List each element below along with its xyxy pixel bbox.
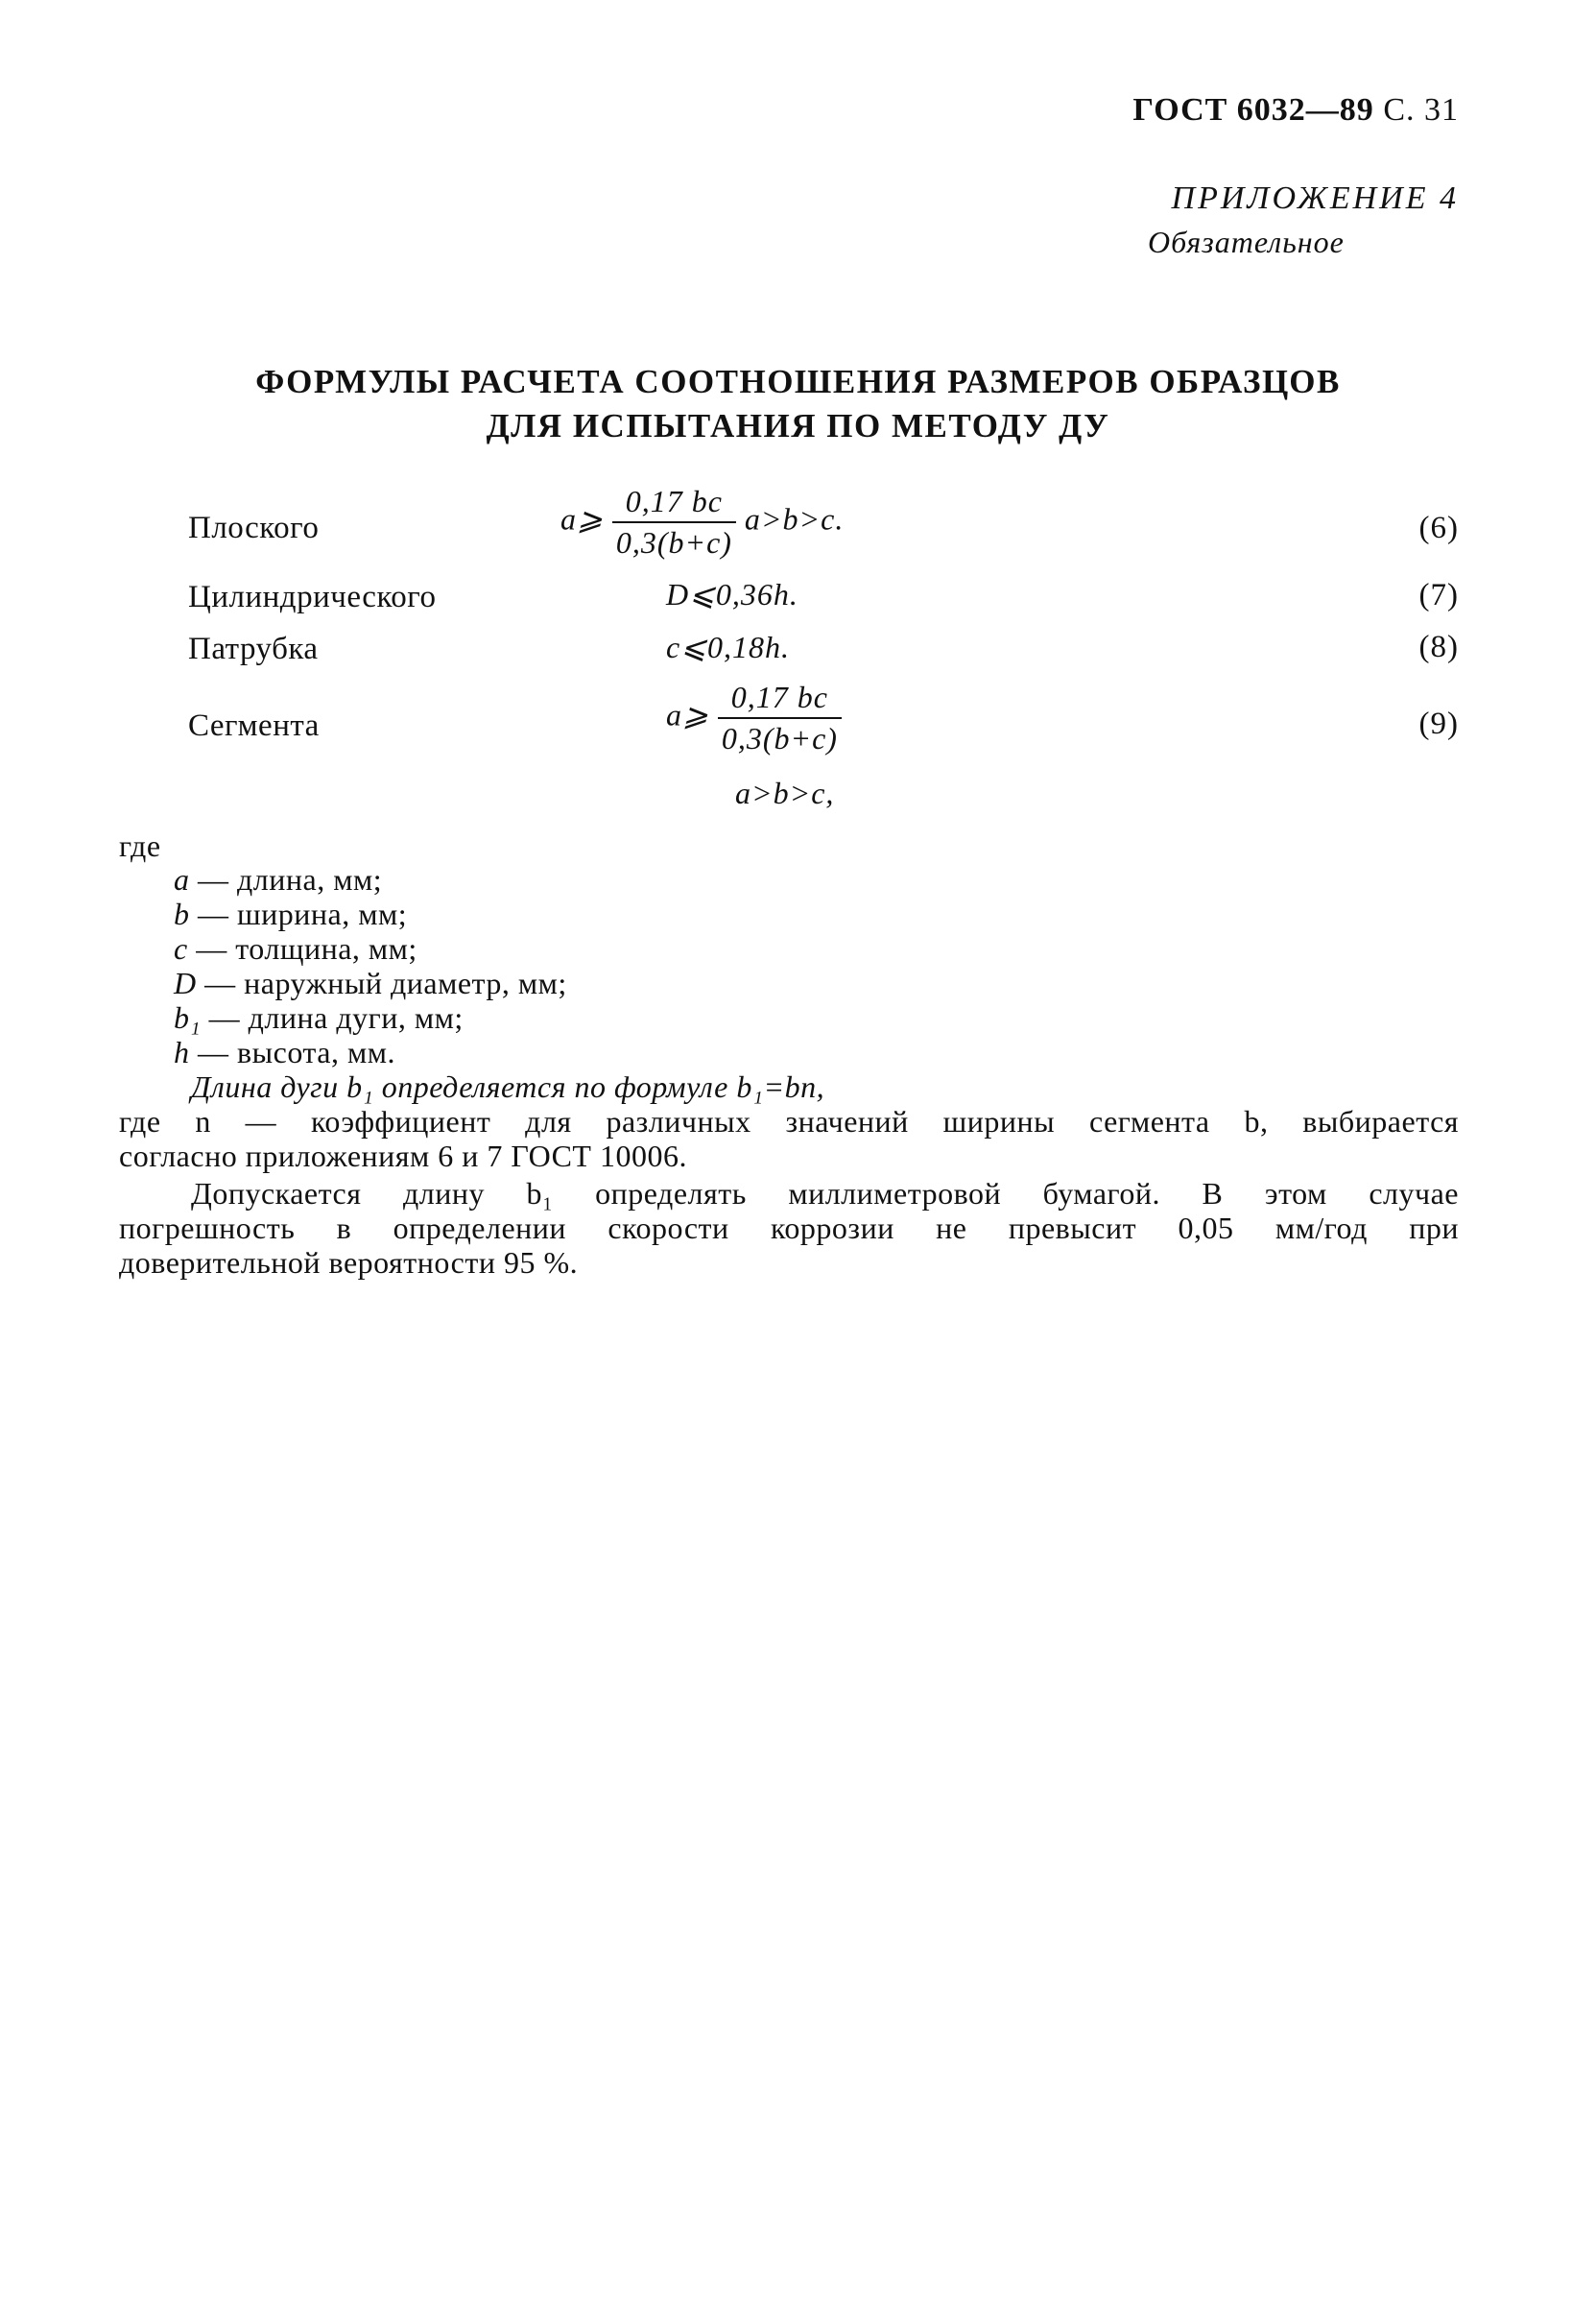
definition-d — [174, 966, 567, 1001]
formula-pipe: c⩽0,18h. — [666, 630, 791, 664]
formula-fraction — [612, 484, 736, 561]
fraction-denominator: 0,3(b+c) — [721, 721, 838, 756]
definition-symbol: b — [174, 897, 190, 931]
definition-text: — длина, мм; — [189, 862, 383, 897]
definition-symbol: D — [174, 966, 197, 1000]
formula-condition: a>b>c. — [744, 501, 845, 537]
allowance-line-1: Допускается длину b₁ определять миллиметровой бумагой. В этом случае — [191, 1176, 1459, 1211]
formula-cylindrical: D⩽0,36h. — [666, 577, 798, 612]
appendix-status: Обязательное — [1148, 225, 1345, 259]
definition-c — [174, 931, 417, 967]
definition-b1 — [174, 1000, 464, 1036]
standard-number: ГОСТ 6032—89 — [1132, 92, 1374, 128]
definition-text: — высота, мм. — [189, 1035, 395, 1069]
formula-lhs: a⩾ — [666, 697, 709, 732]
page-header — [1132, 92, 1459, 129]
formula-flat — [560, 484, 844, 561]
definition-h — [174, 1035, 395, 1070]
formula-fraction — [718, 680, 842, 756]
definition-symbol: b₁ — [174, 1000, 202, 1035]
fraction-numerator: 0,17 bc — [718, 680, 842, 719]
allowance-line-3: доверительной вероятности 95 %. — [119, 1245, 579, 1280]
definition-text: — наружный диаметр, мм; — [196, 966, 567, 1000]
equation-number: (9) — [1418, 707, 1459, 741]
definition-symbol: c — [174, 931, 188, 966]
definition-symbol: a — [174, 862, 190, 897]
arc-length-formula: Длина дуги b₁ определяется по формуле b₁=bn, — [191, 1069, 825, 1104]
formula-label-flat: Плоского — [188, 511, 320, 545]
formula-label-pipe: Патрубка — [188, 632, 319, 666]
equation-number: (7) — [1418, 578, 1459, 612]
page-number: С. 31 — [1383, 92, 1459, 128]
fraction-denominator: 0,3(b+c) — [615, 525, 732, 560]
appendix-title: ПРИЛОЖЕНИЕ 4 — [1171, 180, 1459, 216]
definition-b — [174, 897, 407, 932]
definition-text: — длина дуги, мм; — [201, 1000, 464, 1035]
formula-label-segment: Сегмента — [188, 708, 320, 743]
formula-lhs: a⩾ — [560, 501, 604, 537]
allowance-line-2: погрешность в определении скорости коррозии не превысит 0,05 мм/год при — [119, 1211, 1459, 1245]
definition-a — [174, 862, 382, 898]
where-word: где — [119, 828, 161, 863]
definition-text: — ширина, мм; — [189, 897, 408, 931]
equation-number: (8) — [1418, 630, 1459, 664]
document-title-line-2: ДЛЯ ИСПЫТАНИЯ ПО МЕТОДУ ДУ — [486, 407, 1110, 444]
formula-segment-condition: a>b>c, — [735, 776, 835, 810]
coefficient-line-2: согласно приложениям 6 и 7 ГОСТ 10006. — [119, 1139, 687, 1173]
formula-label-cylindrical: Цилиндрического — [188, 580, 437, 614]
fraction-numerator: 0,17 bc — [612, 484, 736, 523]
coefficient-line-1: где n — коэффициент для различных значений ширины сегмента b, выбирается — [119, 1104, 1459, 1139]
document-title-line-1: ФОРМУЛЫ РАСЧЕТА СООТНОШЕНИЯ РАЗМЕРОВ ОБРАЗЦОВ — [255, 363, 1341, 400]
formula-segment — [666, 680, 842, 756]
definition-text: — толщина, мм; — [187, 931, 417, 966]
definition-symbol: h — [174, 1035, 190, 1069]
equation-number: (6) — [1418, 511, 1459, 545]
